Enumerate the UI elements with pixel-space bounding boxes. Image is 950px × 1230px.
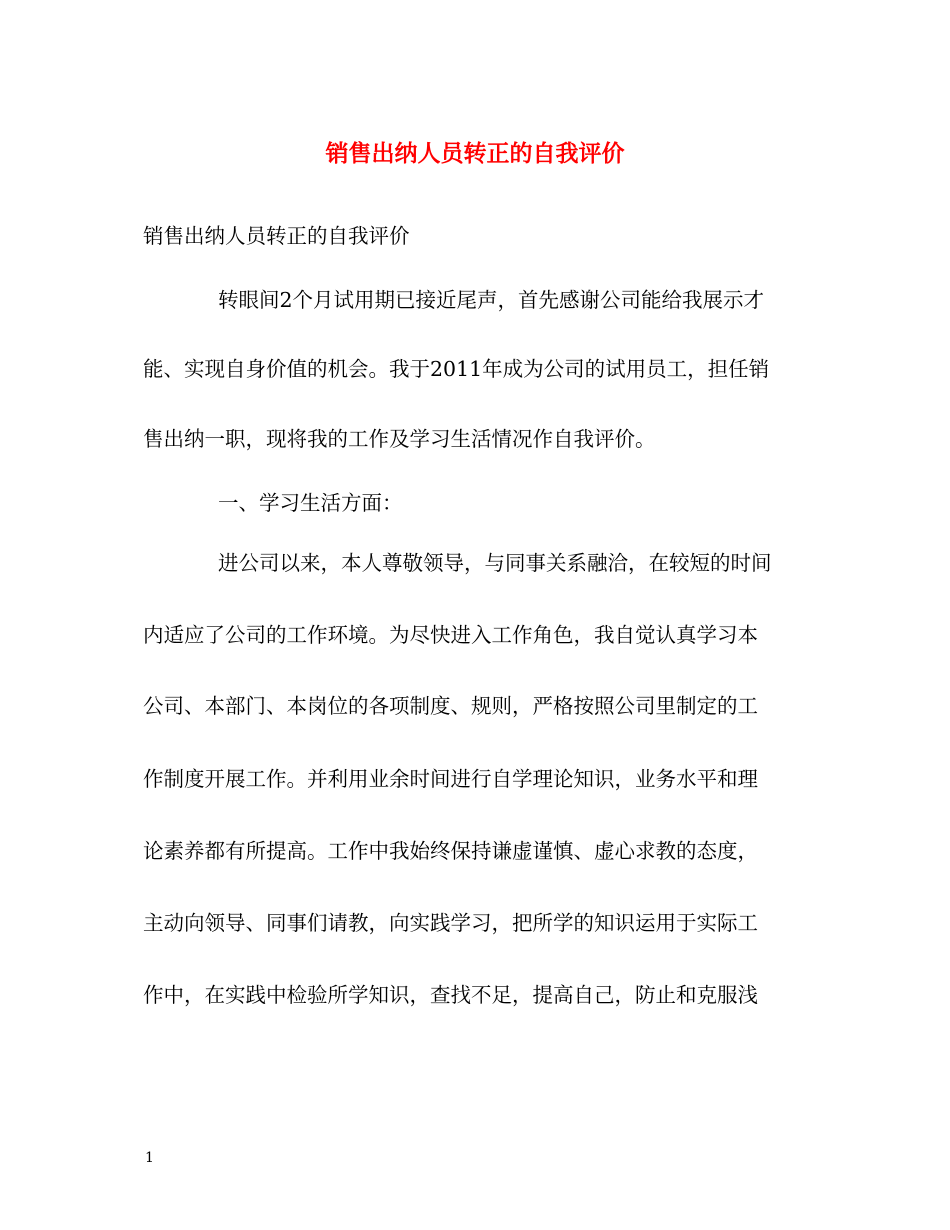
paragraph-1-line-2: 能、实现自身价值的机会。我于2011年成为公司的试用员工，担任销 <box>143 357 770 381</box>
paragraph-2-line-7: 作中，在实践中检验所学知识，查找不足，提高自己，防止和克服浅 <box>143 983 758 1007</box>
paragraph-2-line-6: 主动向领导、同事们请教，向实践学习，把所学的知识运用于实际工 <box>143 911 758 935</box>
paragraph-2-line-5: 论素养都有所提高。工作中我始终保持谦虚谨慎、虚心求教的态度， <box>143 839 758 863</box>
paragraph-2-line-2: 内适应了公司的工作环境。为尽快进入工作角色，我自觉认真学习本 <box>143 623 758 647</box>
paragraph-1-line-1: 转眼间2个月试用期已接近尾声，首先感谢公司能给我展示才 <box>218 288 765 312</box>
paragraph-1-line-3: 售出纳一职，现将我的工作及学习生活情况作自我评价。 <box>143 427 656 451</box>
paragraph-2-line-3: 公司、本部门、本岗位的各项制度、规则，严格按照公司里制定的工 <box>143 694 758 718</box>
paragraph-2-line-4: 作制度开展工作。并利用业余时间进行自学理论知识，业务水平和理 <box>143 767 758 791</box>
document-title: 销售出纳人员转正的自我评价 <box>325 140 625 167</box>
page-number: 1 <box>145 1150 154 1166</box>
paragraph-2-line-1: 进公司以来，本人尊敬领导，与同事关系融洽，在较短的时间 <box>218 551 772 575</box>
section-heading: 一、学习生活方面： <box>218 491 403 515</box>
document-subtitle: 销售出纳人员转正的自我评价 <box>143 224 410 248</box>
